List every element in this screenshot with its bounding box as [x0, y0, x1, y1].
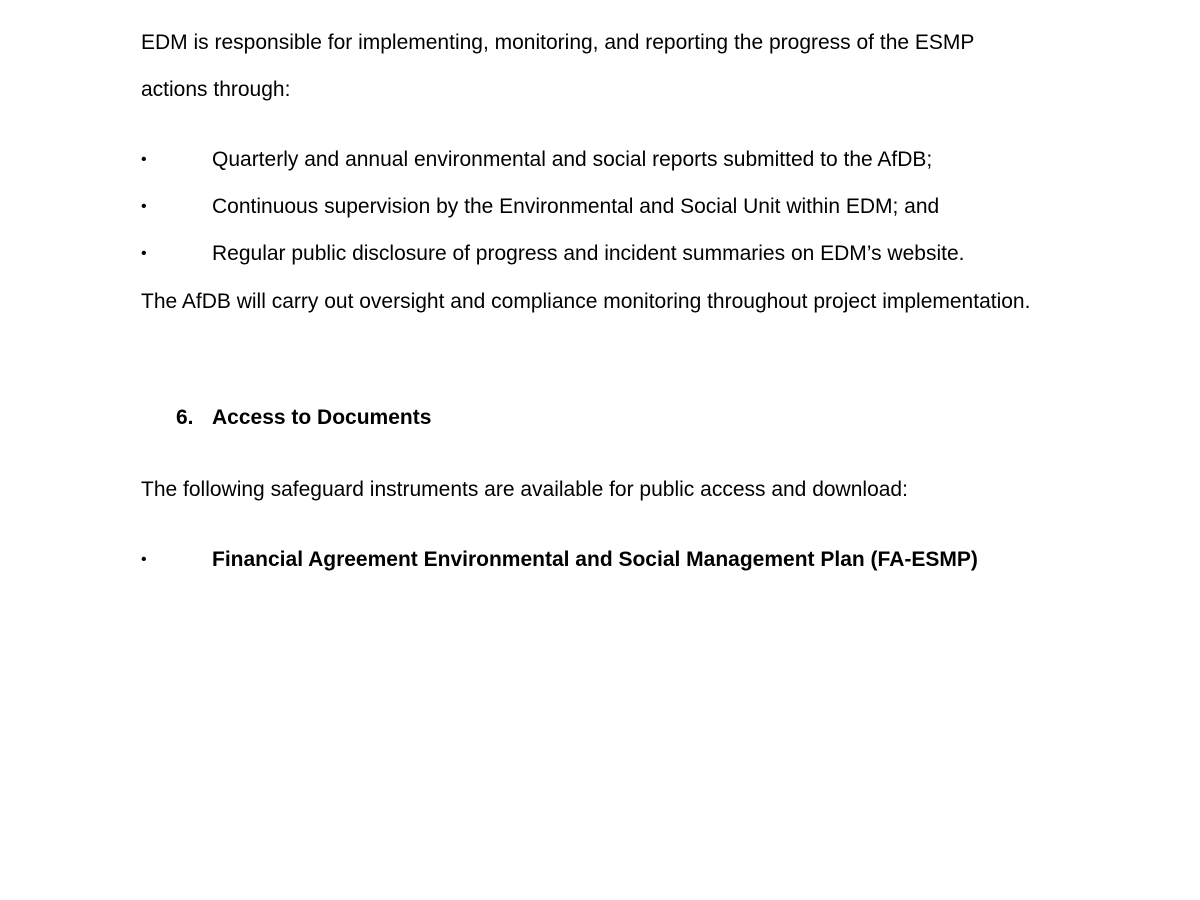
bullet-text: Continuous supervision by the Environmental and Social Unit within EDM; and	[212, 195, 940, 218]
intro-line-1: EDM is responsible for implementing, monitoring, and reporting the progress of the ESMP	[141, 31, 975, 54]
bullet-item-disclosure	[141, 239, 1058, 269]
section-heading	[176, 403, 431, 433]
bullet-icon: •	[141, 245, 147, 262]
bullet-item-reports	[141, 145, 1058, 175]
bullet-text: Regular public disclosure of progress and incident summaries on EDM’s website.	[212, 242, 965, 265]
bullet-icon: •	[141, 551, 147, 568]
oversight-paragraph: The AfDB will carry out oversight and compliance monitoring throughout project implementation.	[141, 290, 1031, 313]
intro-line-2: actions through:	[141, 78, 291, 101]
document-bullet-item	[141, 545, 1058, 575]
section-number: 6.	[176, 406, 194, 429]
document-title: Financial Agreement Environmental and Social Management Plan (FA-ESMP)	[212, 548, 978, 571]
documents-intro: The following safeguard instruments are available for public access and download:	[141, 478, 908, 501]
section-title: Access to Documents	[212, 406, 432, 429]
bullet-item-supervision	[141, 192, 1058, 222]
bullet-icon: •	[141, 198, 147, 215]
bullet-icon: •	[141, 151, 147, 168]
bullet-text: Quarterly and annual environmental and social reports submitted to the AfDB;	[212, 148, 933, 171]
